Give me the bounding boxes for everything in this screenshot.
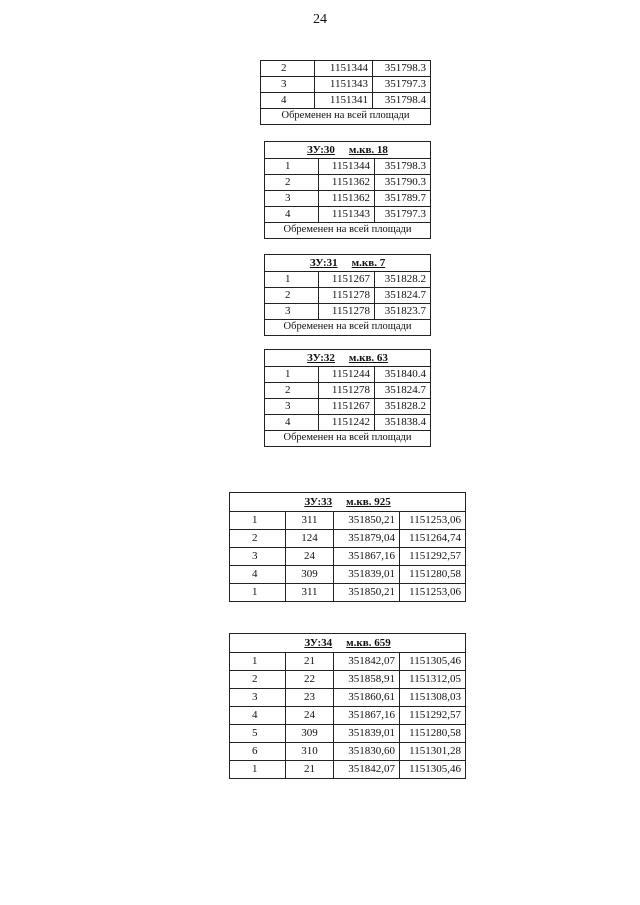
- row-number: 1: [230, 584, 286, 602]
- parcel-id: ЗУ:30: [307, 143, 335, 156]
- table-row: [230, 548, 466, 566]
- row-number: 1: [230, 761, 286, 779]
- coord-x: 1151278: [319, 304, 375, 320]
- coord-x: 1151267: [319, 399, 375, 415]
- table-row: [265, 272, 431, 288]
- point-number: 1: [265, 159, 319, 175]
- point-number: 1: [265, 367, 319, 383]
- coord-x: 1151242: [319, 415, 375, 431]
- row-number: 5: [230, 725, 286, 743]
- table-row: [230, 530, 466, 548]
- coord-y: 351824.7: [375, 288, 431, 304]
- point-number: 2: [261, 61, 315, 77]
- coord-y: 351828.2: [375, 399, 431, 415]
- table-row: [265, 304, 431, 320]
- table-row: [230, 707, 466, 725]
- point-number: 4: [261, 93, 315, 109]
- coord-x: 351867,16: [334, 707, 400, 725]
- table-header-row: [230, 634, 466, 653]
- coord-y: 351790.3: [375, 175, 431, 191]
- table-row: [261, 93, 431, 109]
- coord-x: 1151267: [319, 272, 375, 288]
- coord-x: 1151362: [319, 175, 375, 191]
- point-number: 24: [286, 548, 334, 566]
- coord-x: 351830,60: [334, 743, 400, 761]
- table-title: [265, 142, 431, 159]
- point-number: 21: [286, 761, 334, 779]
- coord-x: 1151344: [319, 159, 375, 175]
- table-header-row: [265, 255, 431, 272]
- coord-y: 351789.7: [375, 191, 431, 207]
- encumbrance-row: [265, 320, 431, 336]
- coord-y: 351798.3: [373, 61, 431, 77]
- point-number: 4: [265, 415, 319, 431]
- parcel-area: м.кв. 659: [346, 636, 391, 649]
- coord-y: 1151312,05: [400, 671, 466, 689]
- coord-y: 351798.3: [375, 159, 431, 175]
- parcel-area: м.кв. 18: [348, 143, 388, 156]
- table-row: [261, 61, 431, 77]
- coord-y: 1151280,58: [400, 725, 466, 743]
- table-row: [230, 584, 466, 602]
- coord-y: 351828.2: [375, 272, 431, 288]
- coord-y: 1151292,57: [400, 548, 466, 566]
- point-number: 311: [286, 512, 334, 530]
- coordinates-table-zu30: [264, 141, 431, 239]
- point-number: 309: [286, 725, 334, 743]
- parcel-id: ЗУ:31: [309, 256, 338, 269]
- coord-x: 351850,21: [334, 584, 400, 602]
- point-number: 3: [265, 191, 319, 207]
- table-row: [265, 191, 431, 207]
- coord-x: 351867,16: [334, 548, 400, 566]
- parcel-area: м.кв. 925: [346, 495, 391, 508]
- coord-y: 351797.3: [373, 77, 431, 93]
- row-number: 1: [230, 512, 286, 530]
- coord-y: 351840.4: [375, 367, 431, 383]
- coord-x: 1151278: [319, 288, 375, 304]
- coord-x: 1151362: [319, 191, 375, 207]
- point-number: 2: [265, 383, 319, 399]
- coord-x: 1151343: [315, 77, 373, 93]
- coord-x: 351879,04: [334, 530, 400, 548]
- table-row: [230, 689, 466, 707]
- coord-x: 1151341: [315, 93, 373, 109]
- table-row: [265, 415, 431, 431]
- parcel-id: ЗУ:33: [304, 495, 333, 508]
- coord-x: 351842,07: [334, 653, 400, 671]
- table-row: [230, 653, 466, 671]
- coord-y: 1151264,74: [400, 530, 466, 548]
- point-number: 1: [265, 272, 319, 288]
- coord-x: 1151244: [319, 367, 375, 383]
- point-number: 124: [286, 530, 334, 548]
- table-header-row: [265, 350, 431, 367]
- point-number: 3: [261, 77, 315, 93]
- table-header-row: [230, 493, 466, 512]
- coord-x: 1151344: [315, 61, 373, 77]
- table-title: [230, 493, 466, 512]
- row-number: 2: [230, 530, 286, 548]
- coord-y: 351798.4: [373, 93, 431, 109]
- coord-y: 351797.3: [375, 207, 431, 223]
- encumbrance-row: [265, 223, 431, 239]
- table-title: [230, 634, 466, 653]
- coord-x: 351850,21: [334, 512, 400, 530]
- table-row: [230, 566, 466, 584]
- table-row: [265, 288, 431, 304]
- coordinates-table-zu34: [229, 633, 466, 779]
- point-number: 309: [286, 566, 334, 584]
- table-title: [265, 255, 431, 272]
- point-number: 310: [286, 743, 334, 761]
- table-title: [265, 350, 431, 367]
- point-number: 3: [265, 399, 319, 415]
- table-row: [230, 743, 466, 761]
- coord-x: 351839,01: [334, 725, 400, 743]
- point-number: 2: [265, 175, 319, 191]
- parcel-id: ЗУ:34: [304, 636, 333, 649]
- coordinates-table-zu32: [264, 349, 431, 447]
- table-row: [261, 77, 431, 93]
- row-number: 4: [230, 566, 286, 584]
- coord-y: 1151253,06: [400, 512, 466, 530]
- point-number: 23: [286, 689, 334, 707]
- table-row: [230, 761, 466, 779]
- coord-y: 1151305,46: [400, 761, 466, 779]
- table-row: [265, 207, 431, 223]
- coordinates-table-zu31: [264, 254, 431, 336]
- table-row: [230, 725, 466, 743]
- coord-y: 1151253,06: [400, 584, 466, 602]
- coord-y: 351823.7: [375, 304, 431, 320]
- table-row: [265, 383, 431, 399]
- coord-x: 351858,91: [334, 671, 400, 689]
- coord-x: 1151278: [319, 383, 375, 399]
- table-row: [265, 175, 431, 191]
- coordinates-table-zu33: [229, 492, 466, 602]
- parcel-id: ЗУ:32: [307, 351, 335, 364]
- point-number: 24: [286, 707, 334, 725]
- coordinates-table-continued: [260, 60, 431, 125]
- row-number: 2: [230, 671, 286, 689]
- table-row: [230, 512, 466, 530]
- row-number: 3: [230, 548, 286, 566]
- encumbrance-note: Обременен на всей площади: [261, 109, 431, 125]
- encumbrance-note: Обременен на всей площади: [265, 431, 431, 447]
- encumbrance-note: Обременен на всей площади: [265, 223, 431, 239]
- coord-y: 351838.4: [375, 415, 431, 431]
- row-number: 4: [230, 707, 286, 725]
- table-row: [265, 399, 431, 415]
- coord-x: 351842,07: [334, 761, 400, 779]
- coord-y: 1151292,57: [400, 707, 466, 725]
- encumbrance-row: [265, 431, 431, 447]
- point-number: 22: [286, 671, 334, 689]
- parcel-area: м.кв. 63: [348, 351, 388, 364]
- point-number: 4: [265, 207, 319, 223]
- row-number: 6: [230, 743, 286, 761]
- point-number: 21: [286, 653, 334, 671]
- coord-x: 1151343: [319, 207, 375, 223]
- table-header-row: [265, 142, 431, 159]
- point-number: 311: [286, 584, 334, 602]
- table-row: [265, 367, 431, 383]
- parcel-area: м.кв. 7: [351, 256, 386, 269]
- coord-x: 351860,61: [334, 689, 400, 707]
- coord-y: 351824.7: [375, 383, 431, 399]
- coord-x: 351839,01: [334, 566, 400, 584]
- encumbrance-row: [261, 109, 431, 125]
- point-number: 2: [265, 288, 319, 304]
- table-row: [265, 159, 431, 175]
- table-row: [230, 671, 466, 689]
- point-number: 3: [265, 304, 319, 320]
- page-number: 24: [313, 12, 327, 27]
- coord-y: 1151301,28: [400, 743, 466, 761]
- coord-y: 1151308,03: [400, 689, 466, 707]
- coord-y: 1151280,58: [400, 566, 466, 584]
- row-number: 1: [230, 653, 286, 671]
- coord-y: 1151305,46: [400, 653, 466, 671]
- encumbrance-note: Обременен на всей площади: [265, 320, 431, 336]
- row-number: 3: [230, 689, 286, 707]
